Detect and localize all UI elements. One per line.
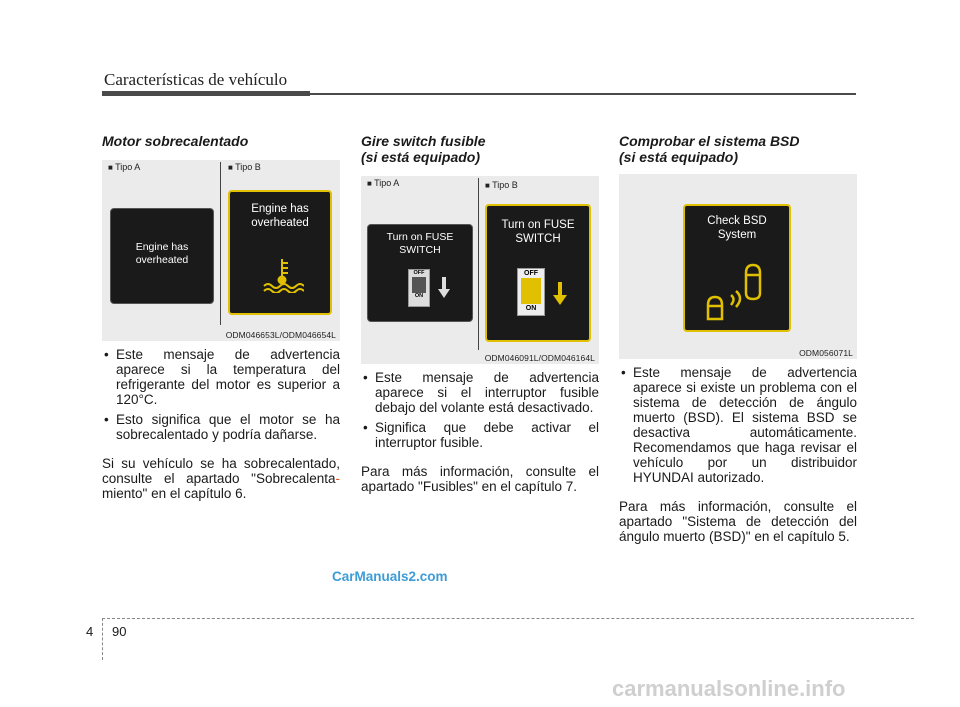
arrow-down-icon [438,277,450,299]
figure-engine-overheated [102,160,340,341]
screen-type-b [228,190,332,315]
fuse-switch-icon: OFF ON [517,268,545,316]
type-b-label: ■ Tipo B [485,180,518,190]
reference-paragraph: Para más información, consulte el apartado "Sistema de detección del ángulo muerto (BSD)" en el capítulo 5. [619,499,857,544]
section-title: Gire switch fusible (si está equipado) [361,133,486,165]
reference-paragraph: Para más información, consulte el apartado "Fusibles" en el capítulo 7. [361,464,599,494]
bullet-item: • Este mensaje de advertencia aparece si existe un problema con el sistema de detección de ángulo muerto (BSD). El sistema BSD se desactiva automáticamente. Recomendamos que haga revisar el vehículo por un distribuidor HYUNDAI autorizado. [619,365,857,485]
reference-paragraph: Si su vehículo se ha sobrecalentado, consulte el apartado "Sobrecalenta- miento" en el capítulo 6. [102,456,340,501]
section-fuse-switch [361,133,599,508]
figure-check-bsd [619,174,857,359]
type-b-label: ■ Tipo B [228,162,261,172]
bullet-item: • Este mensaje de advertencia aparece si el interruptor fusible debajo del volante está desactivado. [361,370,599,415]
screen-b-message: Turn on FUSE SWITCH [501,219,575,245]
bullet-list [361,370,599,450]
chapter-number: 4 [86,624,94,639]
figure-code: ODM046653L/ODM046654L [225,330,336,340]
page-number: 90 [112,624,127,639]
screen-type-a [110,208,214,304]
section-title: Motor sobrecalentado [102,133,249,149]
screen-message: Check BSD System [707,215,767,241]
figure-code: ODM046091L/ODM046164L [484,353,595,363]
bullet-item: • Significa que debe activar el interruptor fusible. [361,420,599,450]
figure-code: ODM056071L [799,348,853,358]
section-title: Comprobar el sistema BSD (si está equipado) [619,133,800,165]
blind-spot-cars-icon [705,261,775,321]
figure-fuse-switch [361,176,599,364]
screen-b-message: Engine has overheated [251,203,309,229]
header-rule-thin [310,93,856,95]
screen-type-a [367,224,473,322]
section-check-bsd [619,133,857,558]
page-header-title: Características de vehículo [104,70,288,89]
section-engine-overheated [102,133,340,515]
bsd-warning-screen [683,204,791,332]
bullet-list [102,347,340,442]
screen-a-message: Turn on FUSE SWITCH [386,231,454,256]
figure-divider [478,178,479,350]
type-a-label: ■ Tipo A [367,178,399,188]
watermark-bottom: carmanualsonline.info [612,676,846,701]
screen-type-b [485,204,591,342]
bullet-list [619,365,857,485]
footer-rule [102,618,914,619]
footer-rule-vertical [102,618,103,660]
fuse-switch-icon: OFF ON [408,269,430,307]
figure-divider [220,162,221,325]
header-rule [102,91,310,96]
coolant-temperature-icon [260,257,304,293]
screen-a-message: Engine has overheated [135,241,189,266]
type-a-label: ■ Tipo A [108,162,140,172]
arrow-down-icon [553,282,567,306]
bullet-item: • Este mensaje de advertencia aparece si la temperatura del refrigerante del motor es superior a 120°C. [102,347,340,407]
bullet-item: • Esto significa que el motor se ha sobrecalentado y podría dañarse. [102,412,340,442]
watermark-link[interactable]: CarManuals2.com [332,569,448,584]
